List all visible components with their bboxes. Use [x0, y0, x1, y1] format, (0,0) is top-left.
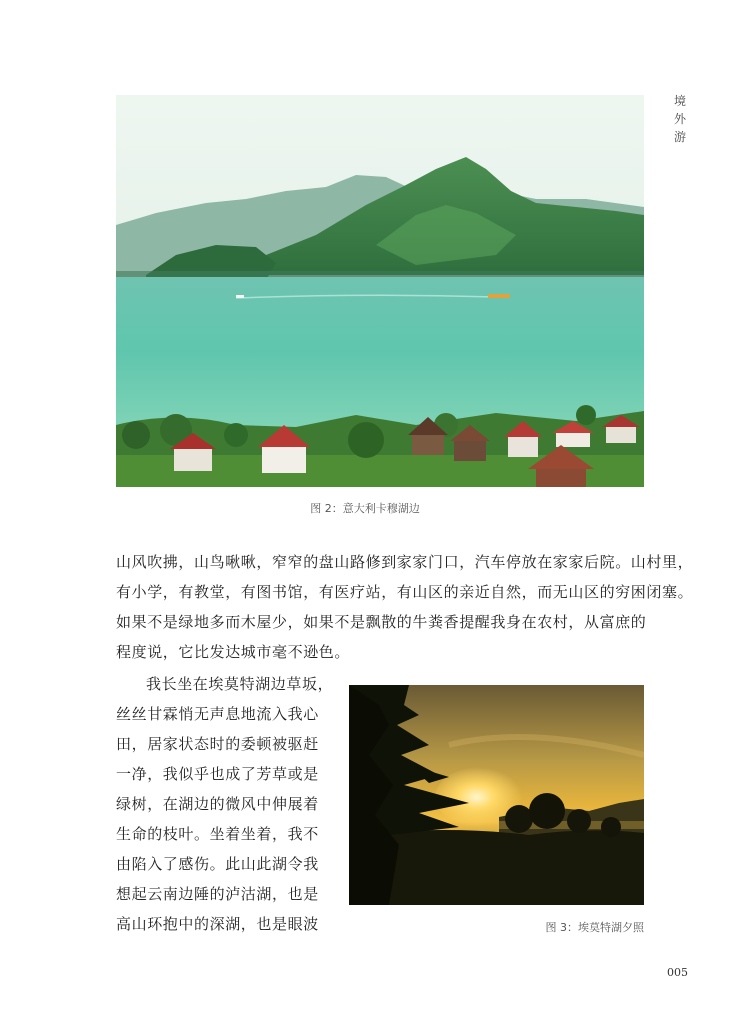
paragraph-line: 山风吹拂，山鸟啾啾，窄窄的盘山路修到家家门口，汽车停放在家家后院。山村里，	[116, 553, 694, 571]
paragraph-line: 高山环抱中的深湖，也是眼波	[116, 915, 319, 933]
paragraph-line: 生命的枝叶。坐着坐着，我不	[116, 825, 319, 843]
paragraph-line: 如果不是绿地多而木屋少，如果不是飘散的牛粪香提醒我身在农村，从富庶的	[116, 613, 647, 631]
paragraph-line: 丝丝甘霖悄无声息地流入我心	[116, 705, 319, 723]
body-paragraph-2	[116, 669, 334, 939]
figure-caption-lake: 图 2：意大利卡穆湖边	[310, 502, 420, 515]
paragraph-line: 由陷入了感伤。此山此湖令我	[116, 855, 319, 873]
body-paragraph-1	[116, 547, 694, 667]
sunset-photo	[349, 685, 644, 905]
page-number: 005	[667, 966, 688, 979]
paragraph-line: 田，居家状态时的委顿被驱赶	[116, 735, 319, 753]
section-label: 境外游	[673, 94, 686, 144]
paragraph-line: 一净，我似乎也成了芳草或是	[116, 765, 319, 783]
figure-caption-sunset: 图 3：埃莫特湖夕照	[545, 921, 644, 934]
paragraph-line: 有小学，有教堂，有图书馆，有医疗站，有山区的亲近自然，而无山区的穷困闭塞。	[116, 583, 694, 601]
paragraph-line: 程度说，它比发达城市毫不逊色。	[116, 643, 351, 661]
paragraph-line: 想起云南边陲的泸沽湖，也是	[116, 885, 319, 903]
lake-photo	[116, 95, 644, 487]
paragraph-line: 绿树，在湖边的微风中伸展着	[116, 795, 319, 813]
paragraph-line: 我长坐在埃莫特湖边草坂，	[146, 675, 334, 693]
